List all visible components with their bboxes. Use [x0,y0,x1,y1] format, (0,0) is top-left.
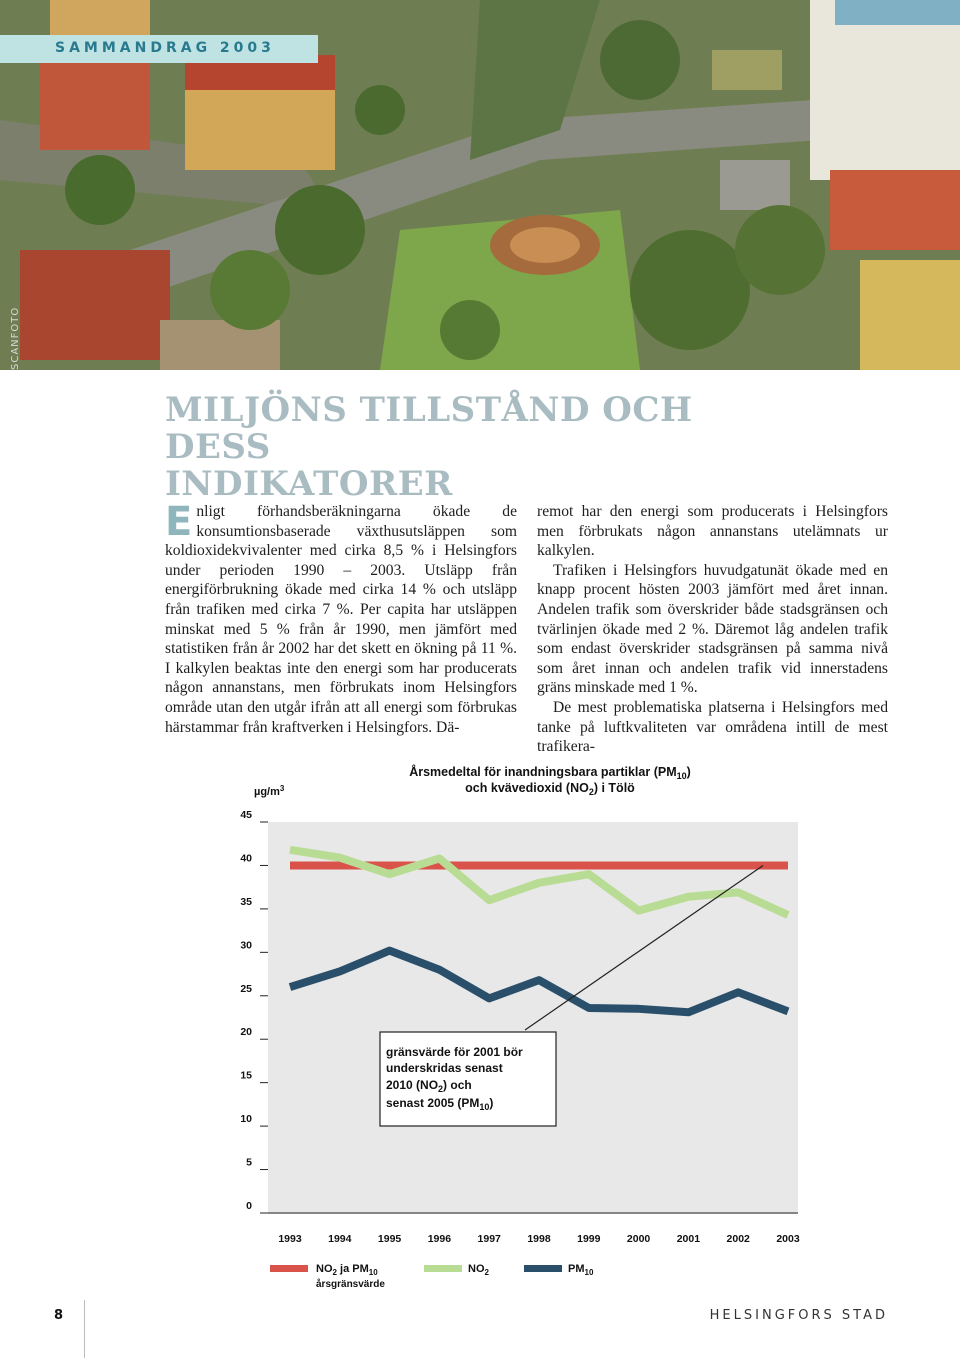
x-tick-label: 1993 [278,1233,302,1245]
legend-label-limit: $NO_2$ ja $PM_{10}$ [316,1263,378,1277]
y-tick-label: 15 [240,1069,252,1082]
footer-organization: HELSINGFORS STAD [709,1308,888,1323]
x-tick-label: 1996 [427,1233,452,1245]
annotation-line-3: 2010 $(NO_2)$ och [386,1078,472,1094]
title-line-2: INDIKATORER [165,464,453,504]
paragraph: De mest problematiska platserna i Helsingfors med tanke på luftkvaliteten var områdena intill de mest trafikera- [537,698,888,756]
annotation-line-2: underskridas senast [386,1061,503,1075]
paragraph-text: nligt förhandsberäkningarna ökade de konsumtionsbaserade växthusutsläppen som koldioxidekvivalenter med cirka 8,5 % i Helsingfors under perioden 1990 – 2003. Utsläpp från energiförbrukning ökade med cirka 14 % och utsläpp från trafiken med cirka 7 %. Per capita har utsläppen minskat med 5 % från år 1990, men jämfört med statistiken från år 2002 har det skett en ökning på 11 %. I kalkylen beaktas inte den energi som har producerats någon annanstans, men förbrukats inom Helsingfors område utan den utgår ifrån att all energi som förbrukas härstammar från kraftverken i Helsingfors. Dä- [165,503,517,736]
annotation-line-1: gränsvärde för 2001 bör [386,1045,523,1059]
x-tick-label: 2000 [626,1233,651,1245]
x-tick-label: 1995 [377,1233,402,1245]
legend-label-limit-sub: årsgränsvärde [316,1279,385,1290]
legend-label-pm10: $PM_{10}$ [568,1263,594,1277]
y-tick-label: 0 [246,1200,252,1212]
y-tick-label: 45 [240,809,252,821]
y-tick-label: 5 [246,1156,252,1169]
annotation-line-4: senast 2005 $(PM_{10})$ [386,1096,494,1112]
paragraph [165,499,517,737]
legend-swatch-limit [270,1265,308,1272]
chart-title-line-1: Årsmedeltal för inandningsbara partiklar $(PM_{10})$ [409,765,691,781]
chart-title-line-2: och kvävedioxid $(NO_2)$ i Tölö [465,781,635,797]
paragraph: Trafiken i Helsingfors huvudgatunät ökade med en knapp procent hösten 2003 jämfört med året innan. Andelen trafik som överskrider både stadsgränsen och tvärlinjen ökade med 2 %. Däremot låg andelen trafik som endast överskrider stadsgränsen på samma nivå som året innan och andelen trafik vid innerstadens gräns minskade med 1 %. [537,561,888,697]
x-tick-label: 1994 [328,1233,352,1245]
legend-swatch-pm10 [524,1265,562,1272]
x-tick-label: 1999 [577,1233,601,1245]
y-tick-label: 10 [240,1113,252,1126]
legend-swatch-no2 [424,1265,462,1272]
y-tick-label: 20 [240,1026,252,1039]
text-column-right [537,502,888,757]
photo-credit: SCANFOTO [10,306,21,370]
x-tick-label: 1998 [527,1233,551,1245]
chart-canvas [0,740,960,1300]
line-chart [0,740,960,1300]
text-column-left [165,499,517,737]
x-tick-label: 2002 [726,1233,750,1245]
legend-label-no2: $NO_2$ [468,1263,489,1277]
aerial-photo [0,0,960,370]
x-tick-label: 2001 [676,1233,701,1245]
banner-label: SAMMANDRAG 2003 [55,40,275,56]
drop-cap: E [165,499,193,545]
y-tick-label: 35 [240,895,252,908]
section-banner [0,35,318,63]
x-tick-label: 1997 [477,1233,501,1245]
page-title [165,392,805,503]
y-tick-label: 30 [240,939,252,952]
y-axis-unit: $\mu g/m^3$ [254,784,285,798]
footer-divider [84,1300,85,1358]
y-tick-label: 40 [240,852,252,865]
x-axis [278,1233,800,1245]
paragraph: remot har den energi som producerats i Helsingfors men förbrukats någon annanstans utelämnats ur kalkylen. [537,503,888,560]
title-line-1: MILJÖNS TILLSTÅND OCH DESS [165,390,693,467]
x-tick-label: 2003 [776,1233,800,1245]
y-tick-label: 25 [240,982,252,995]
page-number: 8 [54,1308,64,1323]
